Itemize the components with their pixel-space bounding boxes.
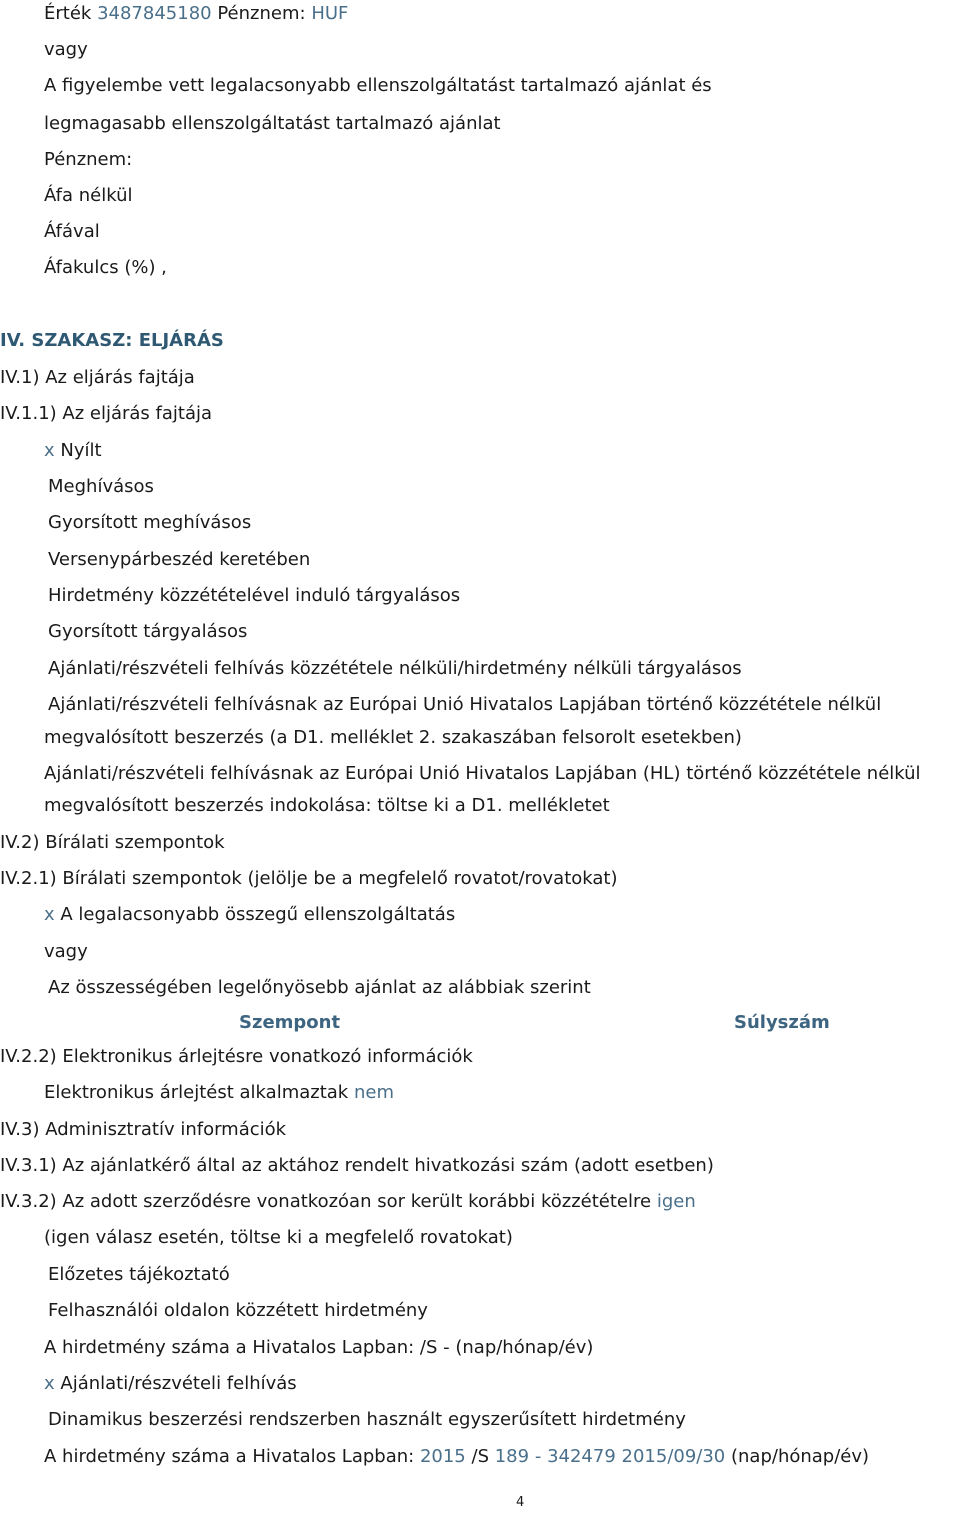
heading-iv31: IV.3.1) Az ajánlatkérő által az aktához rendelt hivatkozási szám (adott esetben) — [0, 1155, 714, 1176]
notice-year: 2015 — [419, 1446, 466, 1467]
procedure-option: Meghívásos — [48, 476, 154, 497]
check-mark-icon: x — [44, 904, 55, 925]
procedure-option: Gyorsított meghívásos — [48, 512, 252, 533]
currency-label-2: Pénznem: — [44, 149, 133, 170]
heading-iv1: IV.1) Az eljárás fajtája — [0, 367, 195, 388]
notice-number-line-2 — [44, 1446, 869, 1468]
value-amount: 3487845180 — [97, 3, 212, 24]
notice-date: 2015/09/30 — [621, 1446, 726, 1467]
publication-selected — [44, 1373, 297, 1395]
procedure-option-cont: megvalósított beszerzés (a D1. melléklet 2. szakaszában felsorolt esetekben) — [44, 727, 742, 748]
heading-iv2: IV.2) Bírálati szempontok — [0, 832, 225, 853]
prior-publication-note: (igen válasz esetén, töltse ki a megfelelő rovatokat) — [44, 1227, 513, 1248]
currency-value: HUF — [311, 3, 349, 24]
criteria-lowest-price-label: A legalacsonyabb összegű ellenszolgáltatás — [60, 904, 456, 925]
procedure-option: Ajánlati/részvételi felhívás közzététele nélküli/hirdetmény nélküli tárgyalásos — [48, 658, 742, 679]
section-title: IV. SZAKASZ: ELJÁRÁS — [0, 330, 224, 351]
publication-option: Előzetes tájékoztató — [48, 1264, 230, 1285]
column-header-weight: Súlyszám — [734, 1012, 830, 1033]
with-vat-label: Áfával — [44, 221, 100, 242]
check-mark-icon: x — [44, 1373, 55, 1394]
justification-text-cont: megvalósított beszerzés indokolása: töltse ki a D1. mellékletet — [44, 795, 610, 816]
notice-date-format: (nap/hónap/év) — [731, 1446, 870, 1467]
heading-iv3: IV.3) Adminisztratív információk — [0, 1119, 287, 1140]
value-label: Érték — [44, 3, 92, 24]
publication-call-label: Ajánlati/részvételi felhívás — [60, 1373, 297, 1394]
page-number: 4 — [516, 1495, 525, 1510]
procedure-option: Versenypárbeszéd keretében — [48, 549, 311, 570]
column-header-criterion: Szempont — [239, 1012, 341, 1033]
criteria-selected — [44, 904, 455, 926]
procedure-open-label: Nyílt — [60, 440, 102, 461]
notice-number-line: A hirdetmény száma a Hivatalos Lapban: /S - (nap/hónap/év) — [44, 1337, 594, 1358]
procedure-option: Hirdetmény közzétételével induló tárgyalásos — [48, 585, 461, 606]
procedure-selected — [44, 440, 102, 462]
lowest-highest-offer-text: A figyelembe vett legalacsonyabb ellenszolgáltatást tartalmazó ajánlat és — [44, 75, 712, 96]
currency-label: Pénznem: — [217, 3, 306, 24]
vat-rate-label: Áfakulcs (%) , — [44, 257, 167, 278]
check-mark-icon: x — [44, 440, 55, 461]
heading-iv11: IV.1.1) Az eljárás fajtája — [0, 403, 213, 424]
prior-publication-value: igen — [656, 1191, 696, 1212]
heading-iv22: IV.2.2) Elektronikus árlejtésre vonatkozó információk — [0, 1046, 473, 1067]
publication-option: Dinamikus beszerzési rendszerben használt egyszerűsített hirdetmény — [48, 1409, 686, 1430]
or-text: vagy — [44, 941, 88, 962]
publication-option: Felhasználói oldalon közzétett hirdetmény — [48, 1300, 428, 1321]
prior-publication-label: IV.3.2) Az adott szerződésre vonatkozóan sor került korábbi közzétételre — [0, 1191, 652, 1212]
without-vat-label: Áfa nélkül — [44, 185, 133, 206]
procedure-option: Ajánlati/részvételi felhívásnak az Európai Unió Hivatalos Lapjában történő közzététele nélkül — [48, 694, 882, 715]
value-line — [44, 3, 348, 25]
eauction-value: nem — [353, 1082, 394, 1103]
procedure-option: Gyorsított tárgyalásos — [48, 621, 248, 642]
criteria-alt-label: Az összességében legelőnyösebb ajánlat az alábbiak szerint — [48, 977, 591, 998]
or-text: vagy — [44, 39, 88, 60]
notice-issue: 189 — [494, 1446, 530, 1467]
heading-iv21: IV.2.1) Bírálati szempontok (jelölje be a megfelelő rovatot/rovatokat) — [0, 868, 618, 889]
heading-iv32 — [0, 1191, 696, 1213]
notice-dash: - — [534, 1446, 542, 1467]
lowest-highest-offer-text-cont: legmagasabb ellenszolgáltatást tartalmazó ajánlat — [44, 113, 501, 134]
eauction-line — [44, 1082, 394, 1104]
notice-series: /S — [471, 1446, 489, 1467]
eauction-label: Elektronikus árlejtést alkalmaztak — [44, 1082, 349, 1103]
notice-number-label: A hirdetmény száma a Hivatalos Lapban: — [44, 1446, 415, 1467]
notice-number: 342479 — [547, 1446, 616, 1467]
justification-text: Ajánlati/részvételi felhívásnak az Európai Unió Hivatalos Lapjában (HL) történő közzététele nélkül — [44, 763, 921, 784]
